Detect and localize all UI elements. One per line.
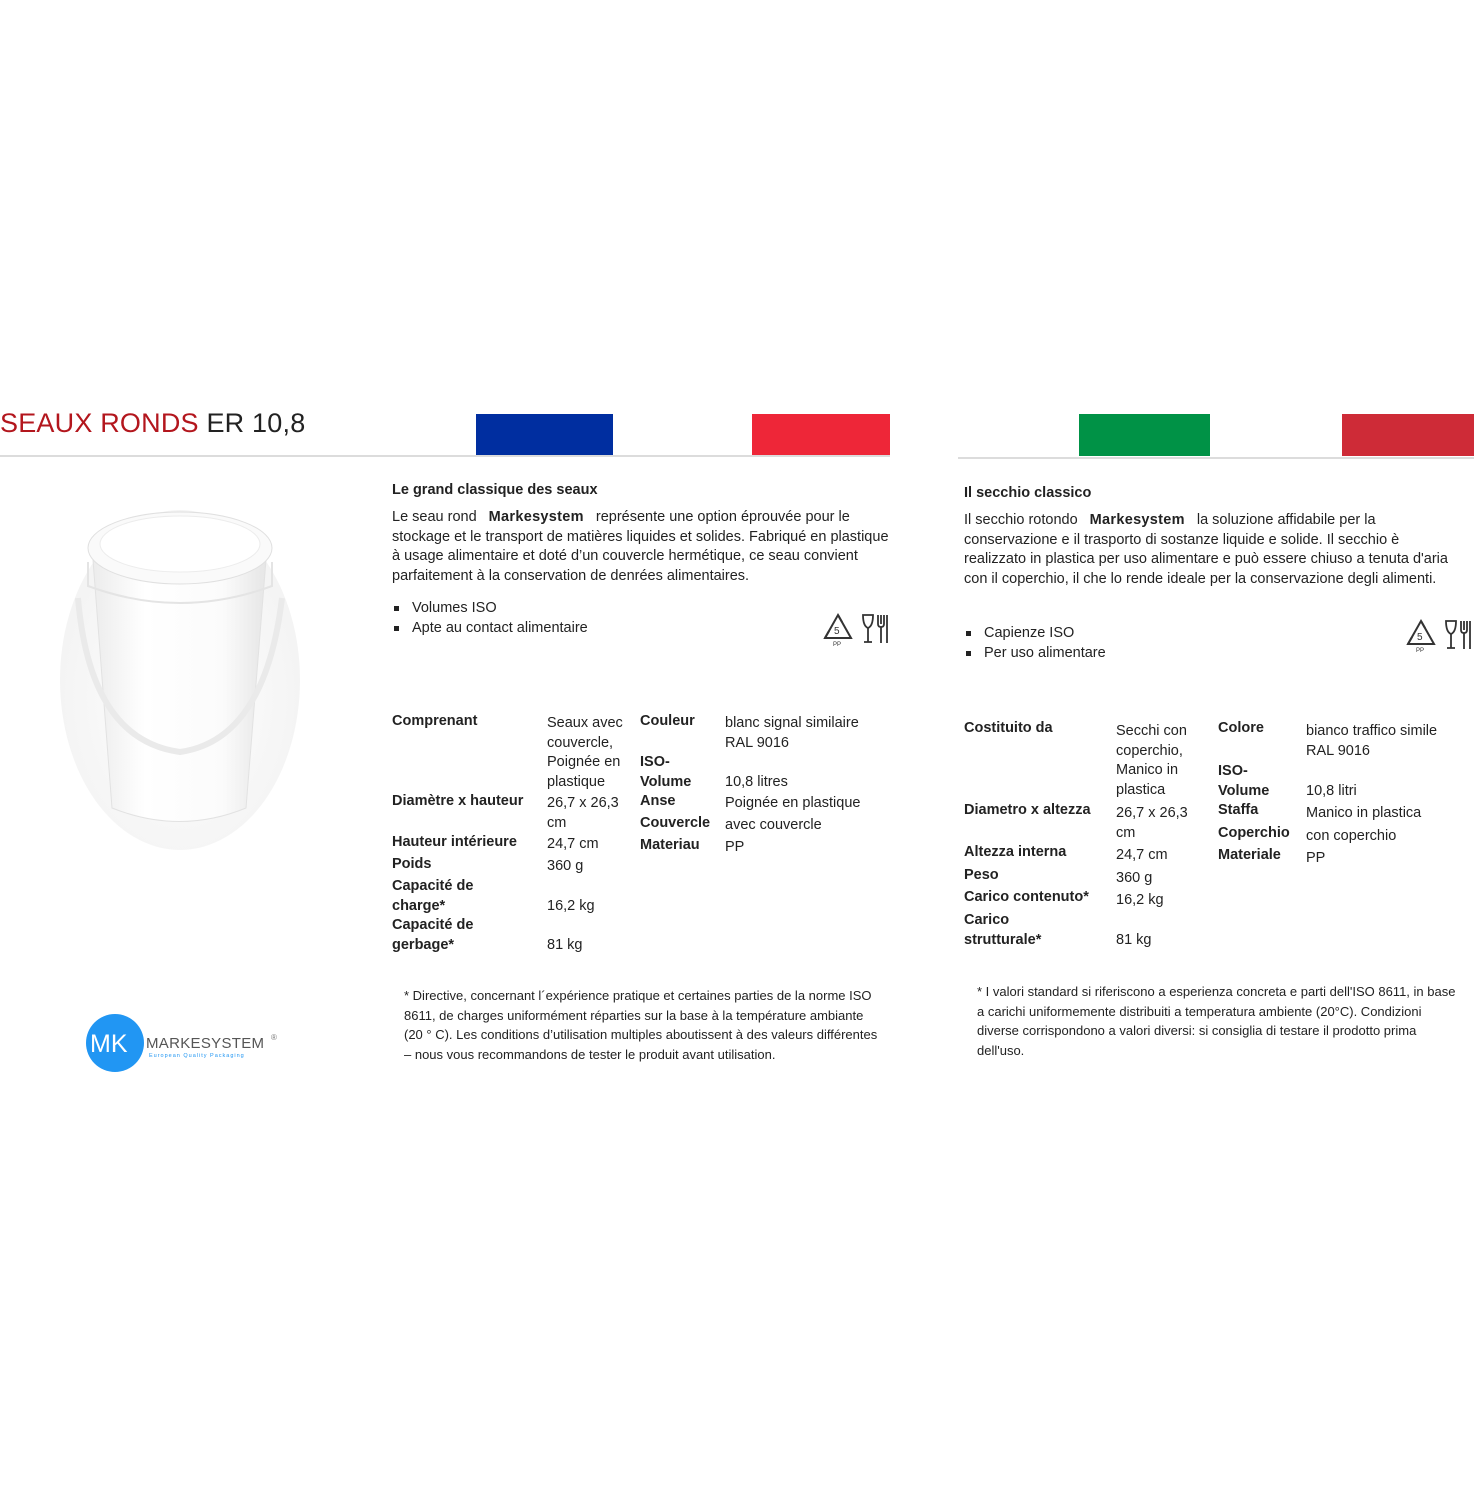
fr-spec-label: Comprenant [392, 713, 478, 729]
fr-spec-value: Seaux avec couvercle, Poignée en plastique [547, 715, 623, 790]
it-spec-value: Secchi con coperchio, Manico in plastica [1116, 723, 1187, 798]
italian-flag-red-band [1342, 414, 1474, 456]
fr-spec-label: Capacité de gerbage* [392, 917, 474, 953]
title-product-type: SEAUX RONDS [0, 408, 199, 438]
fr-spec-value: Poignée en plastique [725, 795, 861, 811]
it-spec-value: 26,7 x 26,3 cm [1116, 805, 1188, 841]
svg-text:5: 5 [834, 626, 840, 637]
recycle-pp-icon [1405, 618, 1437, 654]
recycle-pp-icon [822, 612, 854, 648]
fr-heading: Le grand classique des seaux [392, 482, 598, 498]
it-spec-label: ISO-Volume [1218, 763, 1270, 799]
svg-text:PP: PP [1416, 648, 1425, 654]
it-spec-value: Manico in plastica [1306, 805, 1422, 821]
it-spec-value: 16,2 kg [1116, 892, 1164, 908]
it-brand: Markesystem [1089, 512, 1185, 528]
it-spec-label: Carico strutturale* [964, 912, 1042, 948]
fr-spec-label: Materiau [640, 837, 700, 853]
it-spec-label: Costituito da [964, 720, 1053, 736]
logo-name: MARKESYSTEM [146, 1035, 265, 1052]
it-intro-post: la soluzione affidabile per la conservazione e il trasporto di sostanze liquide e solide. Il secchio è realizzato in plastica per uso alimentare e può essere chiuso a tenuta d'aria con il coperchio, il che lo rende ideale per la conservazione degli alimenti. [964, 512, 1448, 587]
it-spec-value: 360 g [1116, 870, 1153, 886]
it-spec-value: bianco traffico simile RAL 9016 [1306, 723, 1438, 759]
fr-spec-value: PP [725, 839, 745, 855]
fr-intro [392, 508, 892, 586]
it-feature-list [964, 623, 1106, 663]
fr-spec-value: 10,8 litres [725, 774, 788, 790]
fr-spec-value: 26,7 x 26,3 cm [547, 795, 619, 831]
french-flag-blue-band [476, 414, 613, 456]
fr-spec-value: avec couvercle [725, 817, 822, 833]
fr-spec-value: blanc signal similaire RAL 9016 [725, 715, 859, 751]
it-spec-label: Coperchio [1218, 825, 1290, 841]
it-spec-value: 24,7 cm [1116, 847, 1168, 863]
logo-monogram: MK [90, 1030, 128, 1058]
food-safe-icon [860, 612, 890, 646]
fr-spec-label: Poids [392, 856, 432, 872]
it-spec-label: Colore [1218, 720, 1264, 736]
list-item: Apte au contact alimentaire [392, 618, 588, 638]
it-spec-label: Diametro x altezza [964, 802, 1091, 818]
it-intro [964, 511, 1464, 589]
french-flag-red-band [752, 414, 890, 456]
fr-spec-value: 81 kg [547, 937, 583, 953]
svg-text:5: 5 [1417, 632, 1423, 643]
logo-registered: ® [271, 1033, 277, 1042]
it-spec-label: Staffa [1218, 802, 1259, 818]
fr-spec-label: Couvercle [640, 815, 711, 831]
bucket-image [60, 490, 300, 850]
fr-spec-label: Capacité de charge* [392, 878, 474, 914]
svg-text:PP: PP [833, 642, 842, 648]
it-intro-pre: Il secchio rotondo [964, 512, 1078, 528]
it-spec-value: 81 kg [1116, 932, 1152, 948]
title-model: ER 10,8 [206, 408, 306, 438]
right-divider [958, 457, 1474, 459]
list-item: Volumes ISO [392, 598, 588, 618]
fr-spec-label: Anse [640, 793, 676, 809]
fr-spec-label: Hauteur intérieure [392, 834, 517, 850]
fr-spec-label: Couleur [640, 713, 695, 729]
list-item: Capienze ISO [964, 623, 1106, 643]
page-title [0, 408, 305, 439]
it-spec-label: Materiale [1218, 847, 1281, 863]
it-footnote: * I valori standard si riferiscono a esperienza concreta e parti dell'ISO 8611, in base a carichi uniformemente distribuiti a temperatura ambiente (20°C). Condizioni diverse corrispondono a valori diversi: si consiglia di testare il prodotto prima dell'uso. [977, 984, 1456, 1058]
fr-footnote: * Directive, concernant l´expérience pratique et certaines parties de la norme ISO 8611, de charges uniformément réparties sur la base à la température ambiante (20 ° C). Les conditions d’utilisation multiples aboutissent à des valeurs différentes – nous vous recommandons de tester le produit avant utilisation. [404, 988, 878, 1062]
it-spec-value: con coperchio [1306, 828, 1397, 844]
fr-spec-label: ISO-Volume [640, 754, 692, 790]
fr-spec-value: 16,2 kg [547, 898, 595, 914]
it-spec-value: 10,8 litri [1306, 783, 1357, 799]
it-spec-label: Altezza interna [964, 844, 1067, 860]
fr-spec-label: Diamètre x hauteur [392, 793, 524, 809]
it-heading: Il secchio classico [964, 485, 1092, 501]
fr-spec-value: 24,7 cm [547, 836, 599, 852]
left-divider [0, 455, 890, 457]
fr-intro-pre: Le seau rond [392, 509, 477, 525]
italian-flag-green-band [1079, 414, 1210, 456]
markesystem-logo [86, 1008, 286, 1078]
fr-intro-post: représente une option éprouvée pour le stockage et le transport de matières liquides et solides. Fabriqué en plastique à usage alimentaire et doté d’un couvercle hermétique, ce seau convient parfaitement à la conservation de denrées alimentaires. [392, 509, 889, 584]
it-spec-value: PP [1306, 850, 1326, 866]
food-safe-icon [1443, 618, 1473, 652]
logo-tagline: European Quality Packaging [149, 1053, 245, 1059]
list-item: Per uso alimentare [964, 643, 1106, 663]
fr-brand: Markesystem [488, 509, 584, 525]
fr-feature-list [392, 598, 588, 638]
it-spec-label: Carico contenuto* [964, 889, 1089, 905]
it-spec-label: Peso [964, 867, 999, 883]
fr-spec-value: 360 g [547, 858, 584, 874]
